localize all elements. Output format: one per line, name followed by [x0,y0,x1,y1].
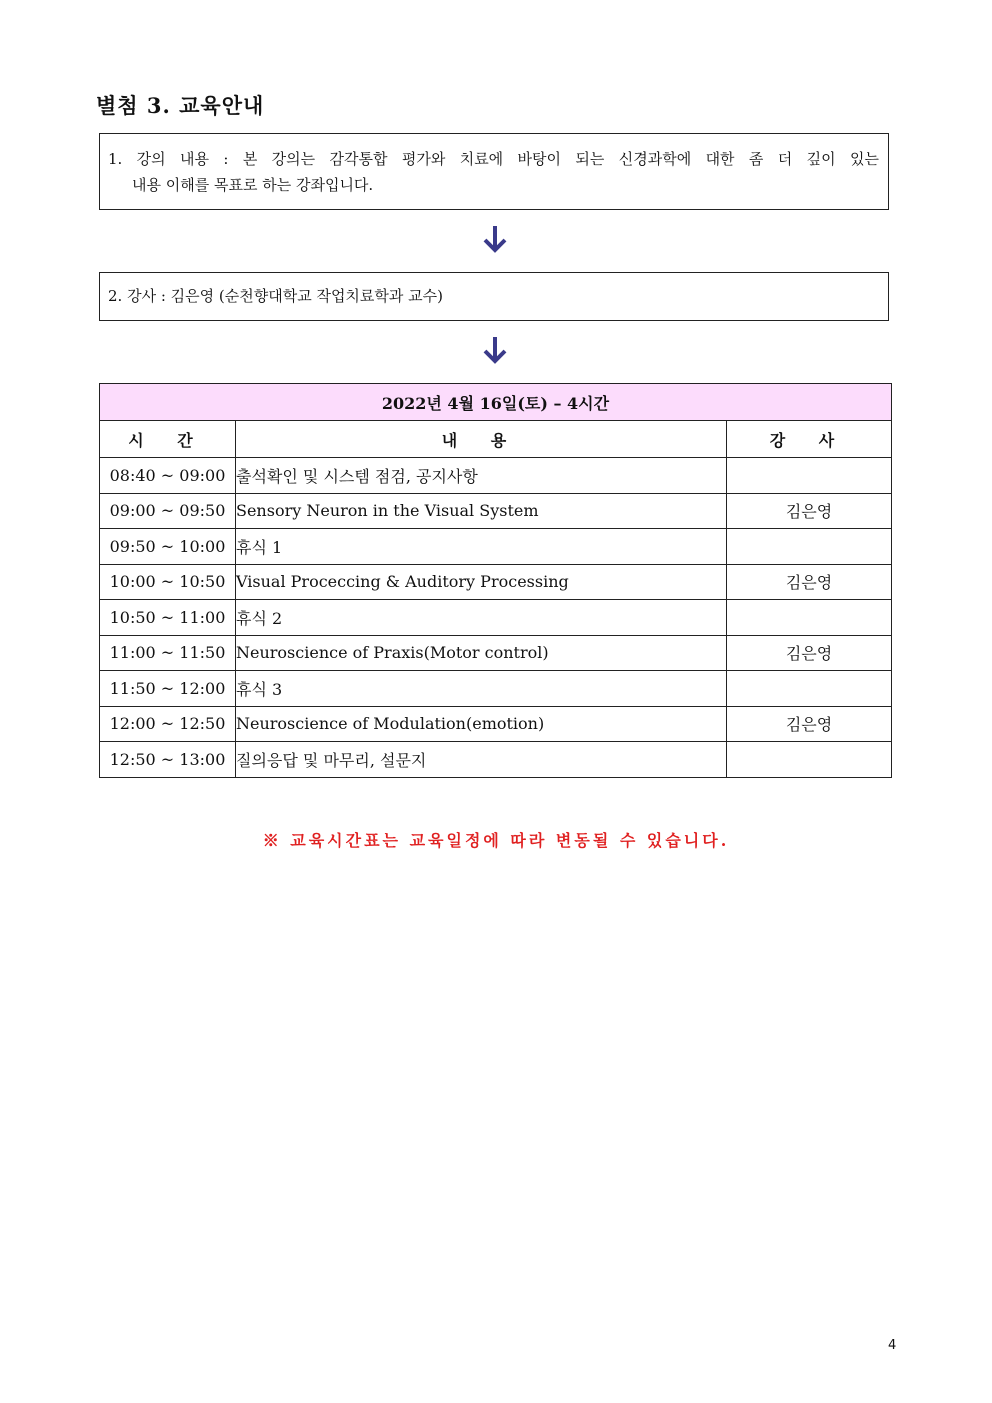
table-row [100,529,892,565]
column-header-lecturer: 강 사 [727,421,892,458]
row-content: Visual Proceccing & Auditory Processing [236,564,727,600]
row-lecturer: 김은영 [727,706,892,742]
row-time: 11:50 ~ 12:00 [100,671,236,707]
row-lecturer [727,458,892,494]
table-row [100,742,892,778]
row-lecturer [727,529,892,565]
table-row [100,706,892,742]
page-number: 4 [888,1338,897,1353]
row-content: 휴식 3 [236,671,727,707]
table-row [100,493,892,529]
schedule-date-banner: 2022년 4월 16일(토) – 4시간 [100,384,892,421]
arrow-down-icon [481,335,509,365]
table-row [100,671,892,707]
schedule-table [99,383,892,778]
schedule-notice: ※ 교육시간표는 교육일정에 따라 변동될 수 있습니다. [262,831,730,850]
row-lecturer: 김은영 [727,564,892,600]
table-row [100,564,892,600]
row-content: 휴식 1 [236,529,727,565]
row-time: 09:00 ~ 09:50 [100,493,236,529]
column-header-time: 시 간 [100,421,236,458]
row-content: 휴식 2 [236,600,727,636]
row-lecturer: 김은영 [727,635,892,671]
lecturer-box [99,272,889,321]
row-time: 10:50 ~ 11:00 [100,600,236,636]
row-lecturer [727,742,892,778]
table-row [100,635,892,671]
row-content: Neuroscience of Modulation(emotion) [236,706,727,742]
lecture-content-box [99,133,889,210]
row-time: 12:50 ~ 13:00 [100,742,236,778]
row-time: 12:00 ~ 12:50 [100,706,236,742]
row-content: 질의응답 및 마무리, 설문지 [236,742,727,778]
row-time: 09:50 ~ 10:00 [100,529,236,565]
lecture-content-line2: 내용 이해를 목표로 하는 강좌입니다. [132,176,374,194]
row-time: 10:00 ~ 10:50 [100,564,236,600]
row-content: Neuroscience of Praxis(Motor control) [236,635,727,671]
row-time: 08:40 ~ 09:00 [100,458,236,494]
row-lecturer [727,671,892,707]
row-content: 출석확인 및 시스템 점검, 공지사항 [236,458,727,494]
table-row [100,458,892,494]
row-lecturer: 김은영 [727,493,892,529]
row-lecturer [727,600,892,636]
arrow-down-icon [481,224,509,254]
table-row [100,600,892,636]
lecturer-line: 2. 강사 : 김은영 (순천향대학교 작업치료학과 교수) [108,287,443,305]
column-header-content: 내 용 [236,421,727,458]
lecture-content-line1: 1. 강의 내용 : 본 강의는 감각통합 평가와 치료에 바탕이 되는 신경과학에 대한 좀 더 깊이 있는 [108,150,879,168]
row-time: 11:00 ~ 11:50 [100,635,236,671]
page-heading: 별첨 3. 교육안내 [96,93,265,118]
row-content: Sensory Neuron in the Visual System [236,493,727,529]
